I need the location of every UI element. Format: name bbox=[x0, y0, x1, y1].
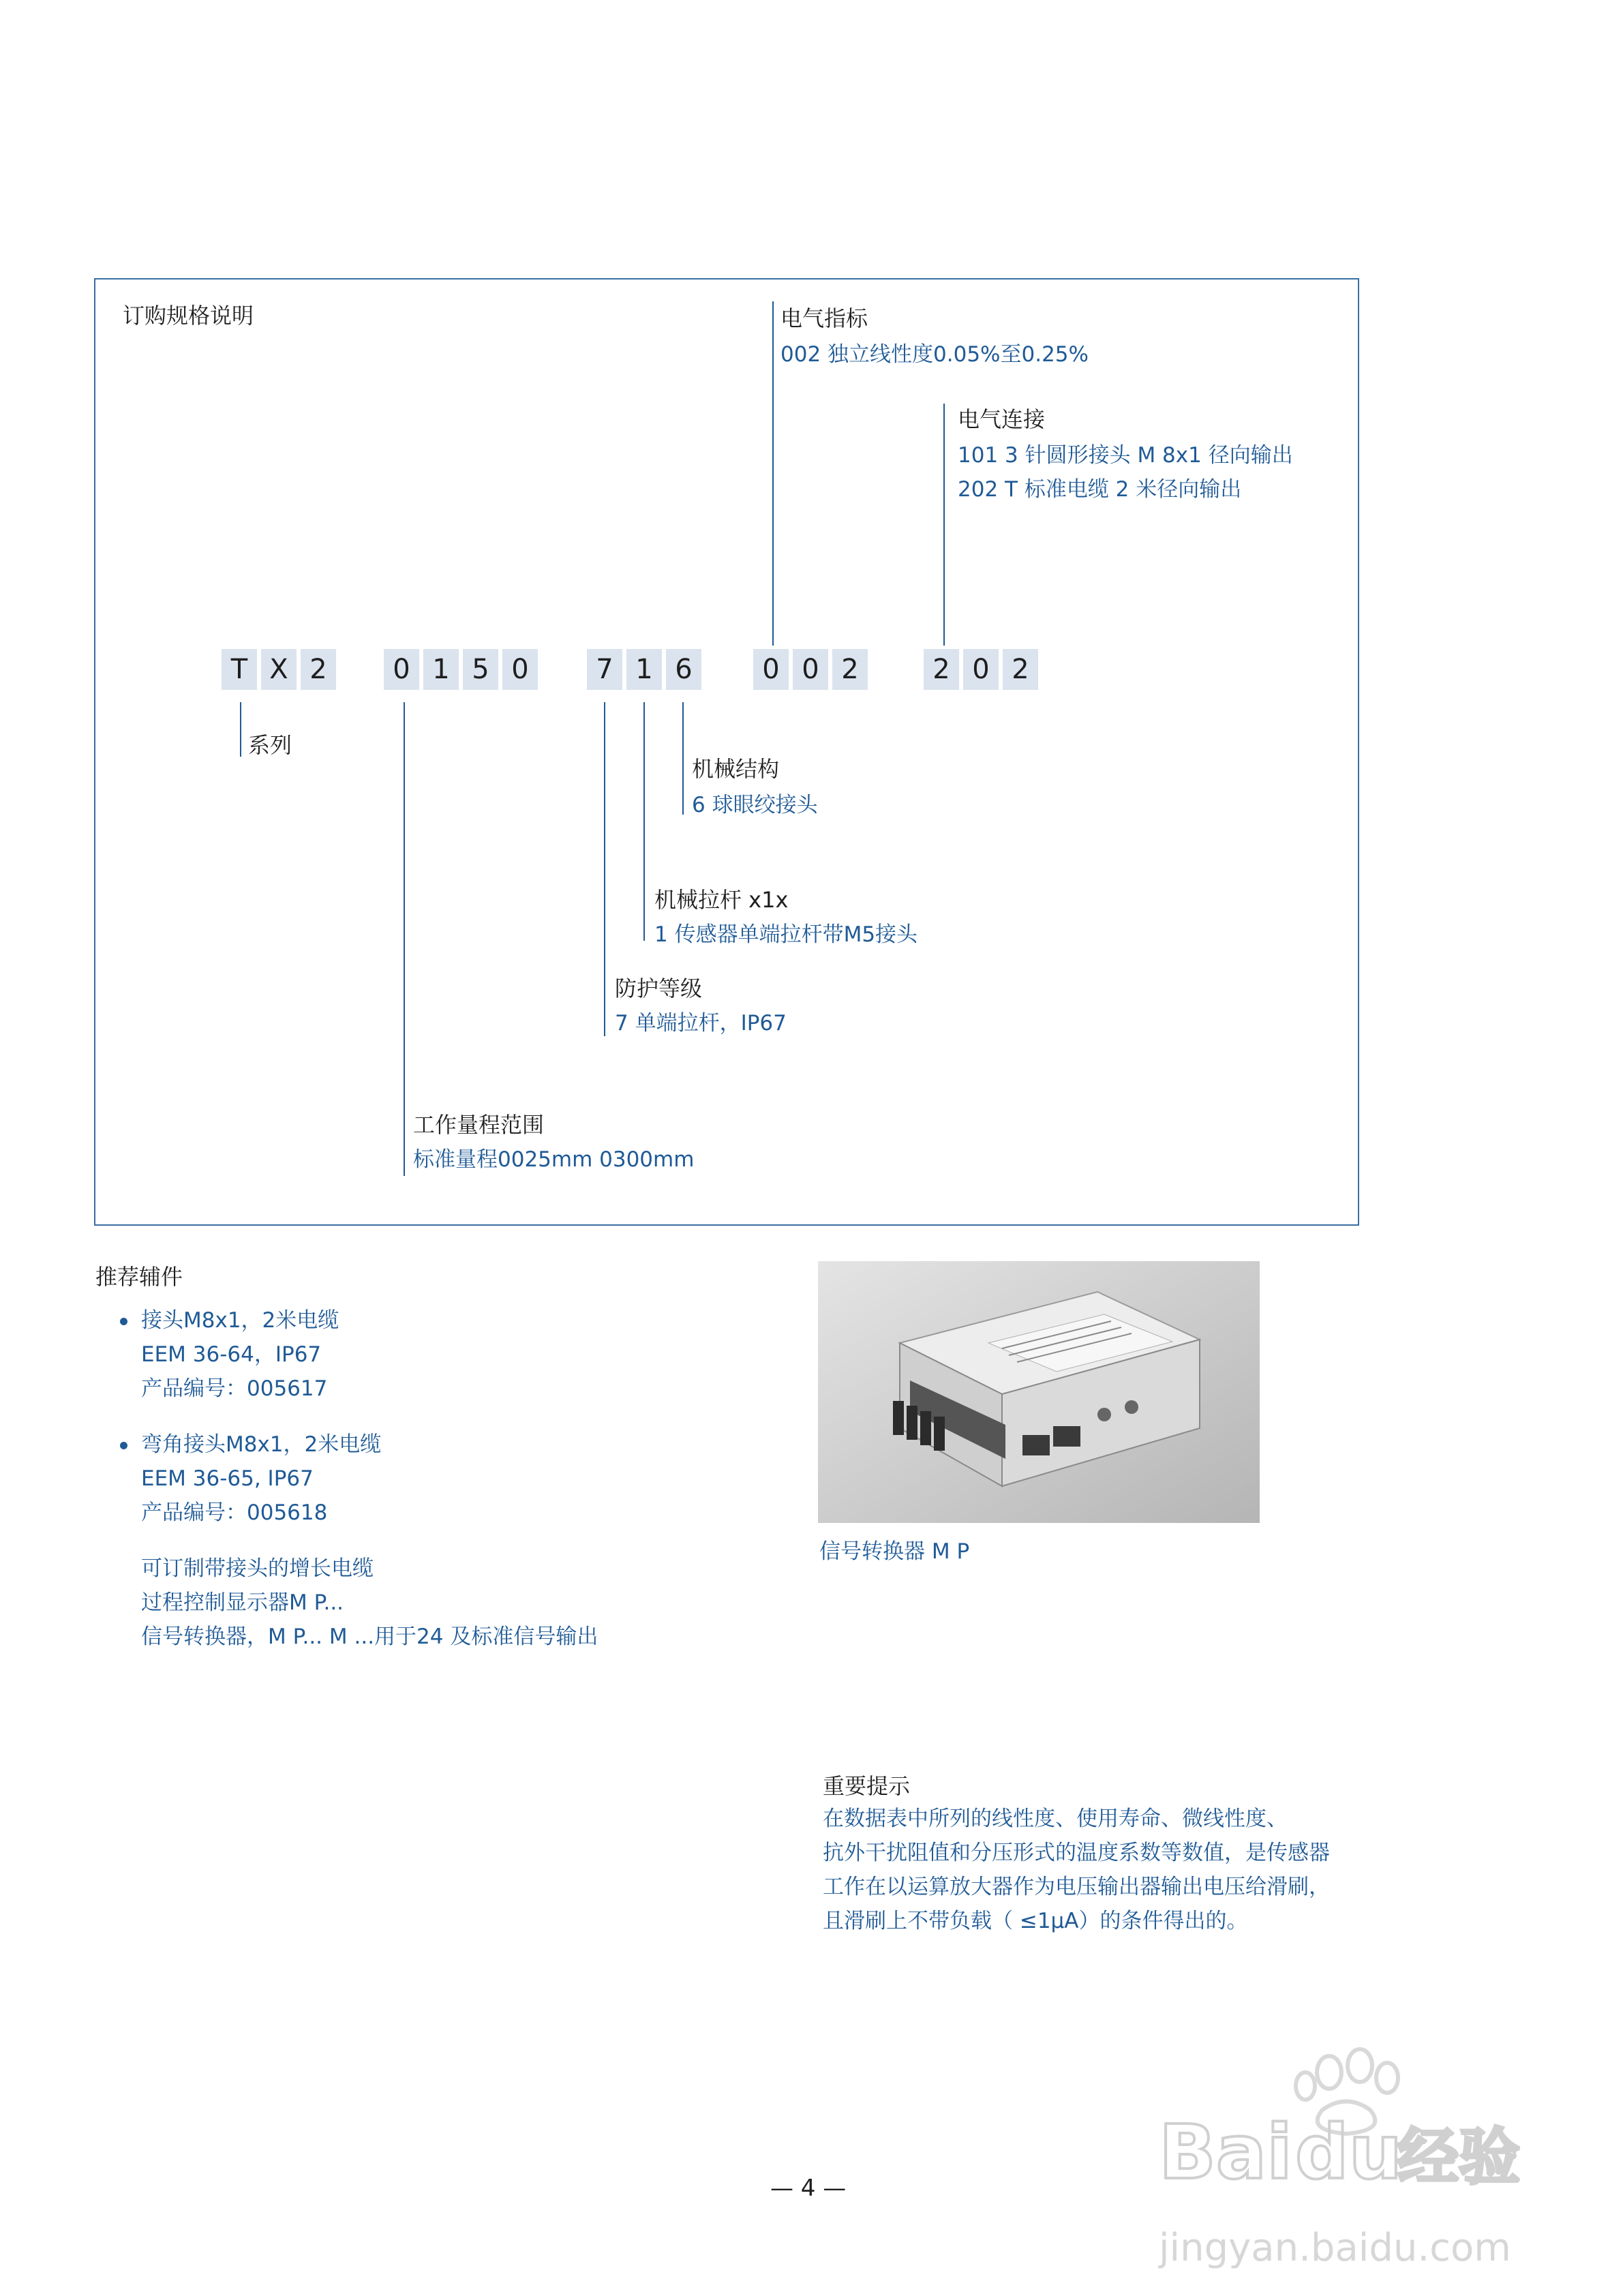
rod-connector-line bbox=[643, 702, 645, 941]
accessory-extra-line: 可订制带接头的增长电缆 bbox=[141, 1556, 374, 1581]
accessory-model: EEM 36-65, IP67 bbox=[141, 1466, 314, 1491]
notice-line: 工作在以运算放大器作为电压输出器输出电压给滑刷， bbox=[823, 1875, 1330, 1899]
code-char: 0 bbox=[384, 649, 419, 690]
code-char: 2 bbox=[924, 649, 959, 690]
accessories-heading: 推荐辅件 bbox=[95, 1264, 183, 1290]
notice-line: 在数据表中所列的线性度、使用寿命、微线性度、 bbox=[823, 1807, 1288, 1831]
code-char: X bbox=[261, 649, 297, 690]
accessory-title: 弯角接头M8x1，2米电缆 bbox=[141, 1432, 382, 1457]
accessory-title: 接头M8x1，2米电缆 bbox=[141, 1308, 339, 1333]
range-connector-line bbox=[404, 702, 405, 1176]
rod-option: 1 传感器单端拉杆带M5接头 bbox=[654, 922, 918, 947]
code-char: 0 bbox=[963, 649, 999, 690]
series-label: 系列 bbox=[248, 732, 292, 758]
code-char: 2 bbox=[301, 649, 336, 690]
rod-heading: 机械拉杆 x1x bbox=[654, 887, 789, 913]
code-char: 6 bbox=[666, 649, 701, 690]
accessory-extra-line: 过程控制显示器M P... bbox=[141, 1590, 344, 1615]
electrical-heading: 电气指标 bbox=[780, 305, 868, 331]
protection-connector-line bbox=[604, 702, 605, 1036]
code-char: 0 bbox=[793, 649, 828, 690]
connection-heading: 电气连接 bbox=[958, 406, 1046, 432]
structure-heading: 机械结构 bbox=[692, 756, 780, 782]
page-number: — 4 — bbox=[770, 2175, 847, 2202]
protection-heading: 防护等级 bbox=[615, 976, 703, 1001]
signal-converter-photo bbox=[818, 1261, 1260, 1523]
connection-connector-line bbox=[943, 404, 945, 646]
connection-option-101: 101 3 针圆形接头 M 8x1 径向输出 bbox=[958, 443, 1293, 468]
order-spec-title: 订购规格说明 bbox=[123, 303, 254, 329]
notice-line: 抗外干扰阻值和分压形式的温度系数等数值，是传感器 bbox=[823, 1841, 1330, 1865]
series-connector-line bbox=[240, 702, 241, 757]
accessory-model: EEM 36-64，IP67 bbox=[141, 1342, 322, 1367]
electrical-connector-line bbox=[772, 301, 774, 646]
range-heading: 工作量程范围 bbox=[413, 1112, 545, 1138]
structure-option: 6 球眼绞接头 bbox=[692, 793, 818, 817]
structure-connector-line bbox=[682, 702, 684, 815]
svg-text:du: du bbox=[1295, 2109, 1403, 2196]
code-char: 1 bbox=[626, 649, 662, 690]
code-char: 0 bbox=[753, 649, 789, 690]
code-char: 2 bbox=[1003, 649, 1038, 690]
paw-icon bbox=[1152, 2045, 1534, 2229]
code-char: 1 bbox=[423, 649, 459, 690]
range-option: 标准量程0025mm 0300mm bbox=[413, 1147, 695, 1172]
svg-text:Bai: Bai bbox=[1159, 2109, 1292, 2196]
signal-converter-device-icon bbox=[818, 1261, 1260, 1523]
notice-heading: 重要提示 bbox=[823, 1773, 911, 1799]
notice-line: 且滑刷上不带负载（ ≤1μA）的条件得出的。 bbox=[823, 1909, 1248, 1933]
code-char: 0 bbox=[502, 649, 538, 690]
accessory-part: 产品编号：005617 bbox=[141, 1376, 328, 1401]
connection-option-202: 202 T 标准电缆 2 米径向输出 bbox=[958, 477, 1242, 502]
photo-caption: 信号转换器 M P bbox=[819, 1539, 970, 1564]
code-char: T bbox=[222, 649, 257, 690]
bullet-icon bbox=[120, 1318, 127, 1325]
accessory-extra-line: 信号转换器，M P... M ...用于24 及标准信号输出 bbox=[141, 1625, 598, 1649]
svg-text:经验: 经验 bbox=[1397, 2121, 1520, 2193]
code-char: 2 bbox=[832, 649, 868, 690]
watermark-url: jingyan.baidu.com bbox=[1159, 2226, 1511, 2270]
bullet-icon bbox=[120, 1442, 127, 1449]
code-char: 7 bbox=[587, 649, 622, 690]
accessory-part: 产品编号：005618 bbox=[141, 1500, 328, 1525]
code-char: 5 bbox=[463, 649, 498, 690]
electrical-option: 002 独立线性度0.05%至0.25% bbox=[780, 342, 1089, 367]
protection-option: 7 单端拉杆，IP67 bbox=[615, 1011, 787, 1036]
